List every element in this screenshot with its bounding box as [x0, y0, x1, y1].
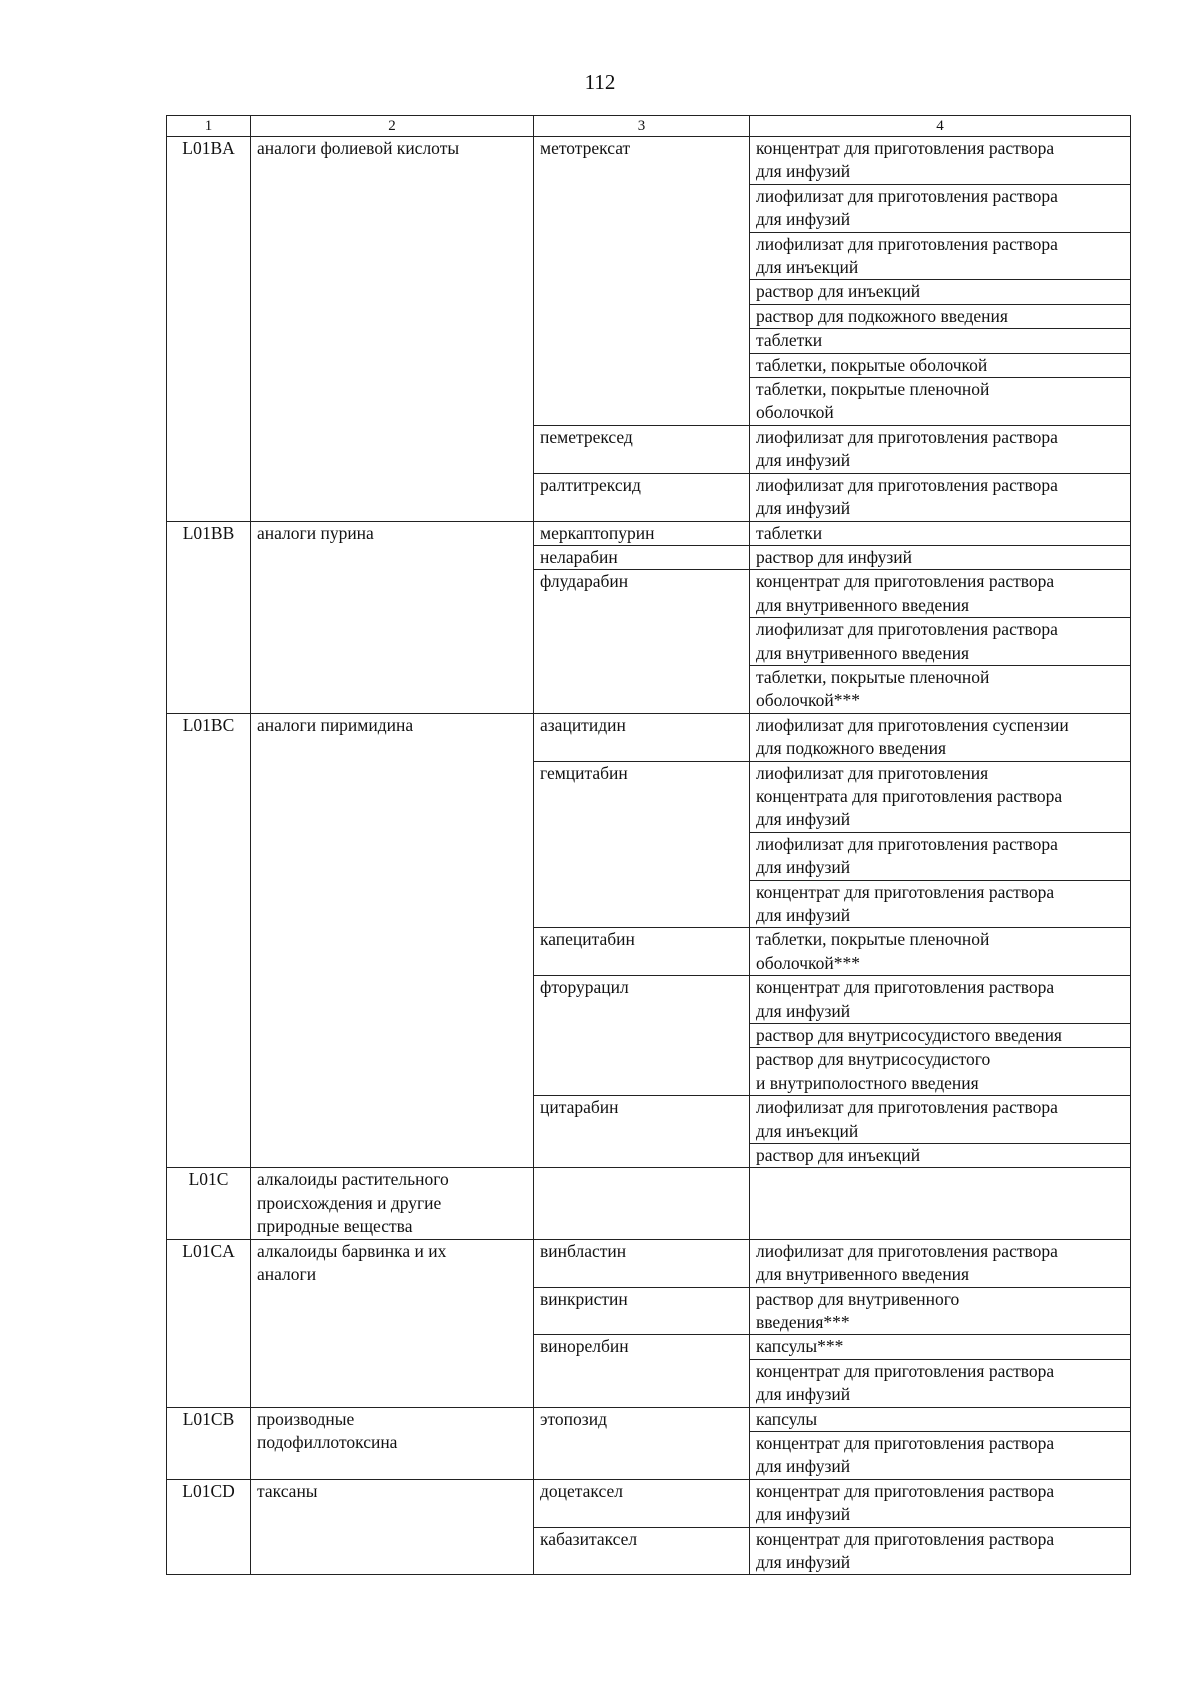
- atc-code: L01CB: [167, 1407, 251, 1479]
- drug-name: цитарабин: [534, 1096, 750, 1168]
- drug-name: флударабин: [534, 570, 750, 713]
- dosage-form: лиофилизат для приготовления раствора для инфузий: [750, 832, 1131, 880]
- dosage-form: лиофилизат для приготовления раствора для инфузий: [750, 184, 1131, 232]
- dosage-form: лиофилизат для приготовления раствора для внутривенного введения: [750, 1239, 1131, 1287]
- dosage-form: концентрат для приготовления раствора для инфузий: [750, 137, 1131, 185]
- column-header: 1: [167, 116, 251, 137]
- table-row: [167, 1239, 1131, 1287]
- atc-code: L01C: [167, 1168, 251, 1239]
- table-row: [167, 137, 1131, 185]
- dosage-form: лиофилизат для приготовления раствора для инъекций: [750, 1096, 1131, 1144]
- dosage-form: лиофилизат для приготовления суспензии для подкожного введения: [750, 713, 1131, 761]
- dosage-form: таблетки: [750, 329, 1131, 353]
- drug-name: винбластин: [534, 1239, 750, 1287]
- drug-name: метотрексат: [534, 137, 750, 426]
- table-header-row: [167, 116, 1131, 137]
- atc-code: L01CA: [167, 1239, 251, 1407]
- drug-name: кабазитаксел: [534, 1527, 750, 1575]
- dosage-form: раствор для инъекций: [750, 280, 1131, 304]
- drug-name: винорелбин: [534, 1335, 750, 1407]
- drug-name: винкристин: [534, 1287, 750, 1335]
- table-row: [167, 713, 1131, 761]
- dosage-form: концентрат для приготовления раствора для инфузий: [750, 1359, 1131, 1407]
- dosage-form: концентрат для приготовления раствора для инфузий: [750, 1431, 1131, 1479]
- dosage-form: концентрат для приготовления раствора для внутривенного введения: [750, 570, 1131, 618]
- drug-name: меркаптопурин: [534, 521, 750, 545]
- atc-code: L01CD: [167, 1479, 251, 1575]
- group-name: производные подофиллотоксина: [251, 1407, 534, 1479]
- group-name: таксаны: [251, 1479, 534, 1575]
- dosage-form: лиофилизат для приготовления раствора для инъекций: [750, 232, 1131, 280]
- dosage-form: таблетки, покрытые пленочной оболочкой***: [750, 665, 1131, 713]
- dosage-form: таблетки, покрытые пленочной оболочкой: [750, 378, 1131, 426]
- dosage-form: раствор для внутрисосудистого и внутриполостного введения: [750, 1048, 1131, 1096]
- drug-name: азацитидин: [534, 713, 750, 761]
- dosage-form: капсулы: [750, 1407, 1131, 1431]
- dosage-form: концентрат для приготовления раствора для инфузий: [750, 880, 1131, 928]
- column-header: 2: [251, 116, 534, 137]
- atc-code: L01BA: [167, 137, 251, 522]
- dosage-form: концентрат для приготовления раствора для инфузий: [750, 976, 1131, 1024]
- table-row: [167, 1168, 1131, 1239]
- group-name: аналоги пиримидина: [251, 713, 534, 1168]
- atc-code: L01BC: [167, 713, 251, 1168]
- dosage-form: лиофилизат для приготовления концентрата для приготовления раствора для инфузий: [750, 761, 1131, 832]
- dosage-form: концентрат для приготовления раствора для инфузий: [750, 1479, 1131, 1527]
- drug-name: неларабин: [534, 545, 750, 569]
- group-name: алкалоиды растительного происхождения и другие природные вещества: [251, 1168, 534, 1239]
- column-header: 4: [750, 116, 1131, 137]
- atc-code: L01BB: [167, 521, 251, 713]
- column-header: 3: [534, 116, 750, 137]
- drug-table: [166, 115, 1131, 1575]
- drug-name: доцетаксел: [534, 1479, 750, 1527]
- dosage-form: [750, 1168, 1131, 1239]
- dosage-form: таблетки: [750, 521, 1131, 545]
- table-row: [167, 1479, 1131, 1527]
- dosage-form: лиофилизат для приготовления раствора для инфузий: [750, 425, 1131, 473]
- dosage-form: раствор для инъекций: [750, 1144, 1131, 1168]
- dosage-form: лиофилизат для приготовления раствора для внутривенного введения: [750, 618, 1131, 666]
- group-name: алкалоиды барвинка и их аналоги: [251, 1239, 534, 1407]
- page-number: 112: [584, 70, 616, 94]
- drug-name: фторурацил: [534, 976, 750, 1096]
- drug-name: капецитабин: [534, 928, 750, 976]
- dosage-form: раствор для подкожного введения: [750, 304, 1131, 328]
- dosage-form: капсулы***: [750, 1335, 1131, 1359]
- dosage-form: раствор для внутрисосудистого введения: [750, 1024, 1131, 1048]
- dosage-form: раствор для инфузий: [750, 545, 1131, 569]
- drug-name: этопозид: [534, 1407, 750, 1479]
- table-row: [167, 521, 1131, 545]
- group-name: аналоги фолиевой кислоты: [251, 137, 534, 522]
- dosage-form: лиофилизат для приготовления раствора для инфузий: [750, 473, 1131, 521]
- drug-name: ралтитрексид: [534, 473, 750, 521]
- drug-name: пеметрексед: [534, 425, 750, 473]
- dosage-form: таблетки, покрытые оболочкой: [750, 353, 1131, 377]
- table-row: [167, 1407, 1131, 1431]
- drug-name: гемцитабин: [534, 761, 750, 928]
- dosage-form: таблетки, покрытые пленочной оболочкой***: [750, 928, 1131, 976]
- group-name: аналоги пурина: [251, 521, 534, 713]
- dosage-form: раствор для внутривенного введения***: [750, 1287, 1131, 1335]
- drug-name: [534, 1168, 750, 1239]
- dosage-form: концентрат для приготовления раствора для инфузий: [750, 1527, 1131, 1575]
